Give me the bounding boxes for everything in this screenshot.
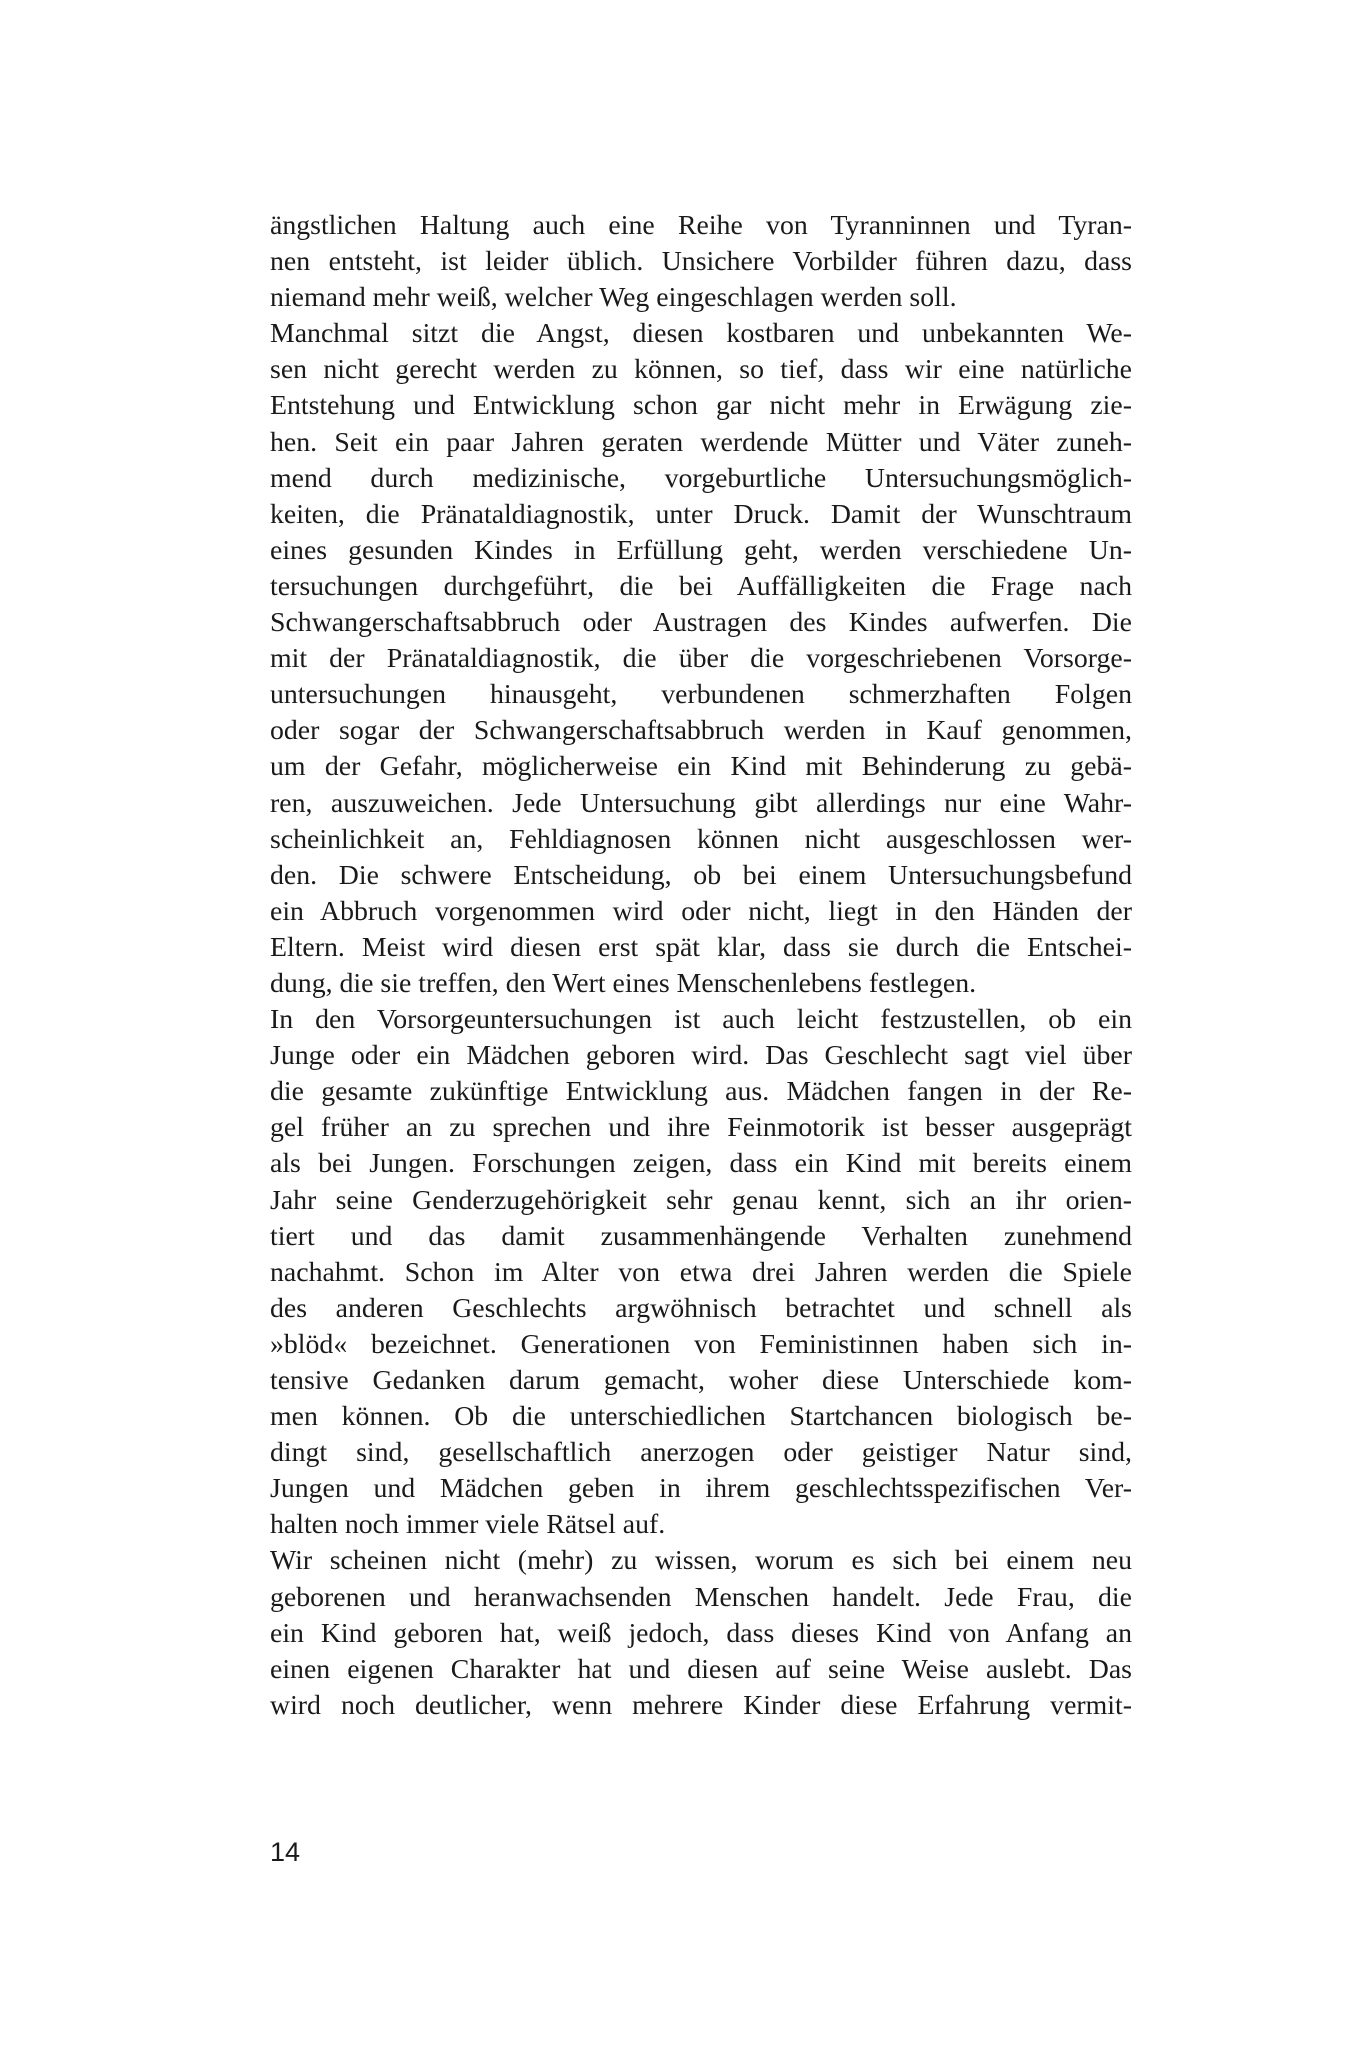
text-line: dingt sind, gesellschaftlich anerzogen oder geistiger Natur sind, — [270, 1437, 1132, 1469]
text-line: nen entsteht, ist leider üblich. Unsichere Vorbilder führen dazu, dass — [270, 246, 1132, 278]
text-line: gel früher an zu sprechen und ihre Feinmotorik ist besser ausgeprägt — [270, 1112, 1132, 1144]
page-number: 14 — [270, 1837, 301, 1867]
text-line: keiten, die Pränataldiagnostik, unter Druck. Damit der Wunschtraum — [270, 498, 1132, 530]
text-line: »blöd« bezeichnet. Generationen von Feministinnen haben sich in- — [270, 1328, 1132, 1360]
text-line: wird noch deutlicher, wenn mehrere Kinder diese Erfahrung vermit- — [270, 1689, 1132, 1721]
text-line: Schwangerschaftsabbruch oder Austragen des Kindes aufwerfen. Die — [270, 607, 1132, 639]
text-line: eines gesunden Kindes in Erfüllung geht, werden verschiedene Un- — [270, 534, 1132, 566]
text-line: tensive Gedanken darum gemacht, woher diese Unterschiede kom- — [270, 1365, 1132, 1396]
text-line: ren, auszuweichen. Jede Untersuchung gibt allerdings nur eine Wahr- — [270, 787, 1132, 819]
text-line: oder sogar der Schwangerschaftsabbruch werden in Kauf genommen, — [270, 715, 1132, 747]
text-line: Entstehung und Entwicklung schon gar nicht mehr in Erwägung zie- — [270, 390, 1132, 422]
text-line: Manchmal sitzt die Angst, diesen kostbaren und unbekannten We- — [270, 318, 1132, 350]
text-line: mend durch medizinische, vorgeburtliche Untersuchungsmöglich- — [270, 462, 1132, 494]
text-line: den. Die schwere Entscheidung, ob bei einem Untersuchungsbefund — [270, 859, 1132, 891]
text-line: Eltern. Meist wird diesen erst spät klar, dass sie durch die Entschei- — [270, 931, 1132, 963]
text-line: tiert und das damit zusammenhängende Verhalten zunehmend — [270, 1220, 1132, 1252]
text-line: sen nicht gerecht werden zu können, so tief, dass wir eine natürliche — [270, 354, 1132, 386]
text-line: Jahr seine Genderzugehörigkeit sehr genau kennt, sich an ihr orien- — [270, 1184, 1132, 1216]
text-line: geborenen und heranwachsenden Menschen handelt. Jede Frau, die — [270, 1581, 1132, 1613]
text-line: dung, die sie treffen, den Wert eines Menschenlebens festlegen. — [270, 967, 977, 999]
text-line: als bei Jungen. Forschungen zeigen, dass ein Kind mit bereits einem — [270, 1148, 1132, 1180]
text-line: Wir scheinen nicht (mehr) zu wissen, worum es sich bei einem neu — [270, 1545, 1132, 1577]
text-line: In den Vorsorgeuntersuchungen ist auch leicht festzustellen, ob ein — [270, 1004, 1132, 1036]
text-line: Jungen und Mädchen geben in ihrem geschlechtsspezifischen Ver- — [270, 1473, 1132, 1505]
text-line: men können. Ob die unterschiedlichen Startchancen biologisch be- — [270, 1401, 1132, 1433]
text-line: ein Kind geboren hat, weiß jedoch, dass dieses Kind von Anfang an — [270, 1617, 1132, 1649]
text-line: tersuchungen durchgeführt, die bei Auffälligkeiten die Frage nach — [270, 570, 1132, 602]
text-line: nachahmt. Schon im Alter von etwa drei Jahren werden die Spiele — [270, 1256, 1132, 1288]
text-line: halten noch immer viele Rätsel auf. — [270, 1509, 666, 1541]
text-line: niemand mehr weiß, welcher Weg eingeschlagen werden soll. — [270, 282, 957, 314]
text-line: mit der Pränataldiagnostik, die über die vorgeschriebenen Vorsorge- — [270, 643, 1132, 675]
text-line: die gesamte zukünftige Entwicklung aus. Mädchen fangen in der Re- — [270, 1076, 1132, 1108]
text-line: einen eigenen Charakter hat und diesen auf seine Weise auslebt. Das — [270, 1653, 1132, 1685]
text-line: ängstlichen Haltung auch eine Reihe von Tyranninnen und Tyran- — [270, 210, 1132, 241]
text-line: scheinlichkeit an, Fehldiagnosen können nicht ausgeschlossen wer- — [270, 823, 1132, 855]
body-text — [270, 208, 1132, 1724]
text-line: hen. Seit ein paar Jahren geraten werdende Mütter und Väter zuneh- — [270, 426, 1132, 458]
text-line: Junge oder ein Mädchen geboren wird. Das Geschlecht sagt viel über — [270, 1040, 1132, 1072]
text-line: ein Abbruch vorgenommen wird oder nicht, liegt in den Händen der — [270, 895, 1132, 927]
text-line: um der Gefahr, möglicherweise ein Kind mit Behinderung zu gebä- — [270, 751, 1132, 783]
text-line: untersuchungen hinausgeht, verbundenen schmerzhaften Folgen — [270, 679, 1132, 711]
text-line: des anderen Geschlechts argwöhnisch betrachtet und schnell als — [270, 1292, 1132, 1324]
